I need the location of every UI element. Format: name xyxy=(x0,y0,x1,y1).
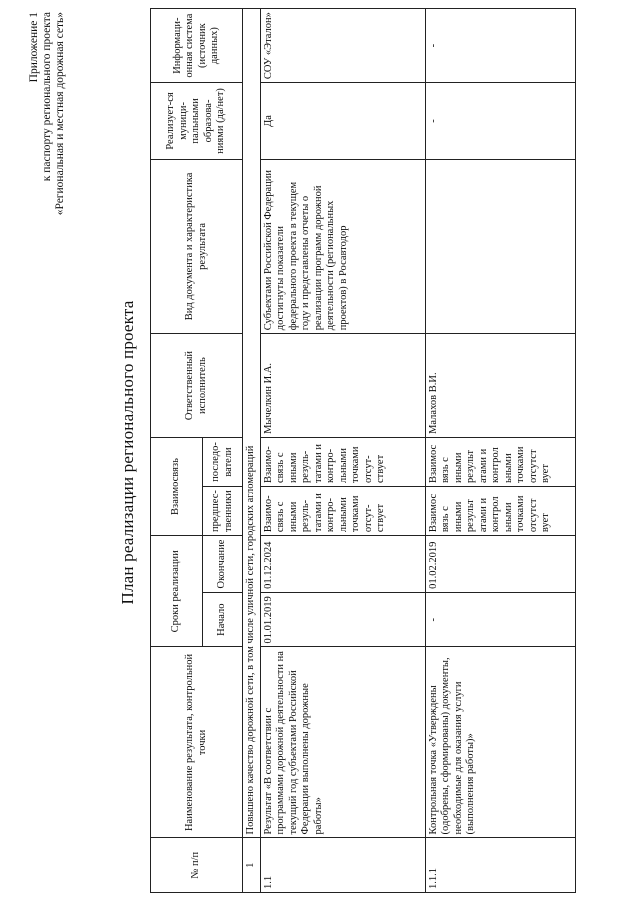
row-end: 01.12.2024 xyxy=(260,536,425,593)
appendix-line-2: к паспорту регионального проекта xyxy=(41,12,53,182)
appendix-line-1: Приложение 1 xyxy=(28,12,40,83)
row-name: Контрольная точка «Утверждены (одобрены, сформированы) документы, необходимые для оказания услуги (выполнения работы)» xyxy=(425,647,575,838)
row-succ: Взаимос вязь с иными результ атами и контрол ьными точками отсутст вует xyxy=(425,437,575,486)
plan-table xyxy=(150,8,576,893)
row-responsible: Малахов В.И. xyxy=(425,334,575,438)
row-num: 1.1.1 xyxy=(425,838,575,893)
appendix-note xyxy=(28,12,67,215)
row-start: 01.01.2019 xyxy=(260,592,425,647)
section-num: 1 xyxy=(243,838,261,893)
row-succ: Взаимо-связь с иными резуль-татами и контро-льными точками отсут-ствует xyxy=(260,437,425,486)
appendix-line-3: «Региональная и местная дорожная сеть» xyxy=(54,12,66,216)
row-info: СОУ «Эталон» xyxy=(260,9,425,83)
header-info: Информаци-онная система (источник данных) xyxy=(151,9,243,83)
row-responsible: Мычелкин И.А. xyxy=(260,334,425,438)
header-succ: последо-ватели xyxy=(203,437,243,486)
row-doc xyxy=(425,159,575,334)
row-num: 1.1 xyxy=(260,838,425,893)
header-terms: Сроки реализации xyxy=(151,536,203,647)
header-pred: предшес-твенники xyxy=(203,487,243,536)
row-municipal: Да xyxy=(260,83,425,159)
page-title: План реализации регионального проекта xyxy=(118,300,137,605)
row-pred: Взаимос вязь с иными результ атами и контрол ьными точками отсутст вует xyxy=(425,487,575,536)
header-responsible: Ответственный исполнитель xyxy=(151,334,243,438)
section-row xyxy=(243,9,261,893)
row-info: - xyxy=(425,9,575,83)
header-link: Взаимосвязь xyxy=(151,437,203,535)
row-name: Результат «В соответствии с программами дорожной деятельности на текущий год субъектами Российской Федерации выполнены дорожные работы» xyxy=(260,647,425,838)
row-doc: Субъектами Российской Федерации достигнуты показатели федерального проекта в текущем году и представлены отчеты о реализации программ дорожной деятельности (региональных проектов) в Росавтодор xyxy=(260,159,425,334)
row-end: 01.02.2019 xyxy=(425,536,575,593)
header-doc: Вид документа и характеристика результата xyxy=(151,159,243,334)
table-row xyxy=(260,9,425,893)
table-row xyxy=(425,9,575,893)
section-text: Повышено качество дорожной сети, в том числе уличной сети, городских агломераций xyxy=(243,9,261,838)
row-start: - xyxy=(425,592,575,647)
header-end: Окончание xyxy=(203,536,243,593)
header-name: Наименование результата, контрольной точки xyxy=(151,647,243,838)
row-pred: Взаимо-связь с иными резуль-татами и контро-льными точками отсут-ствует xyxy=(260,487,425,536)
row-municipal: - xyxy=(425,83,575,159)
header-municipal: Реализует-ся муници-пальными образова-ниями (да/нет) xyxy=(151,83,243,159)
header-start: Начало xyxy=(203,592,243,647)
header-num: № п/п xyxy=(151,838,243,893)
